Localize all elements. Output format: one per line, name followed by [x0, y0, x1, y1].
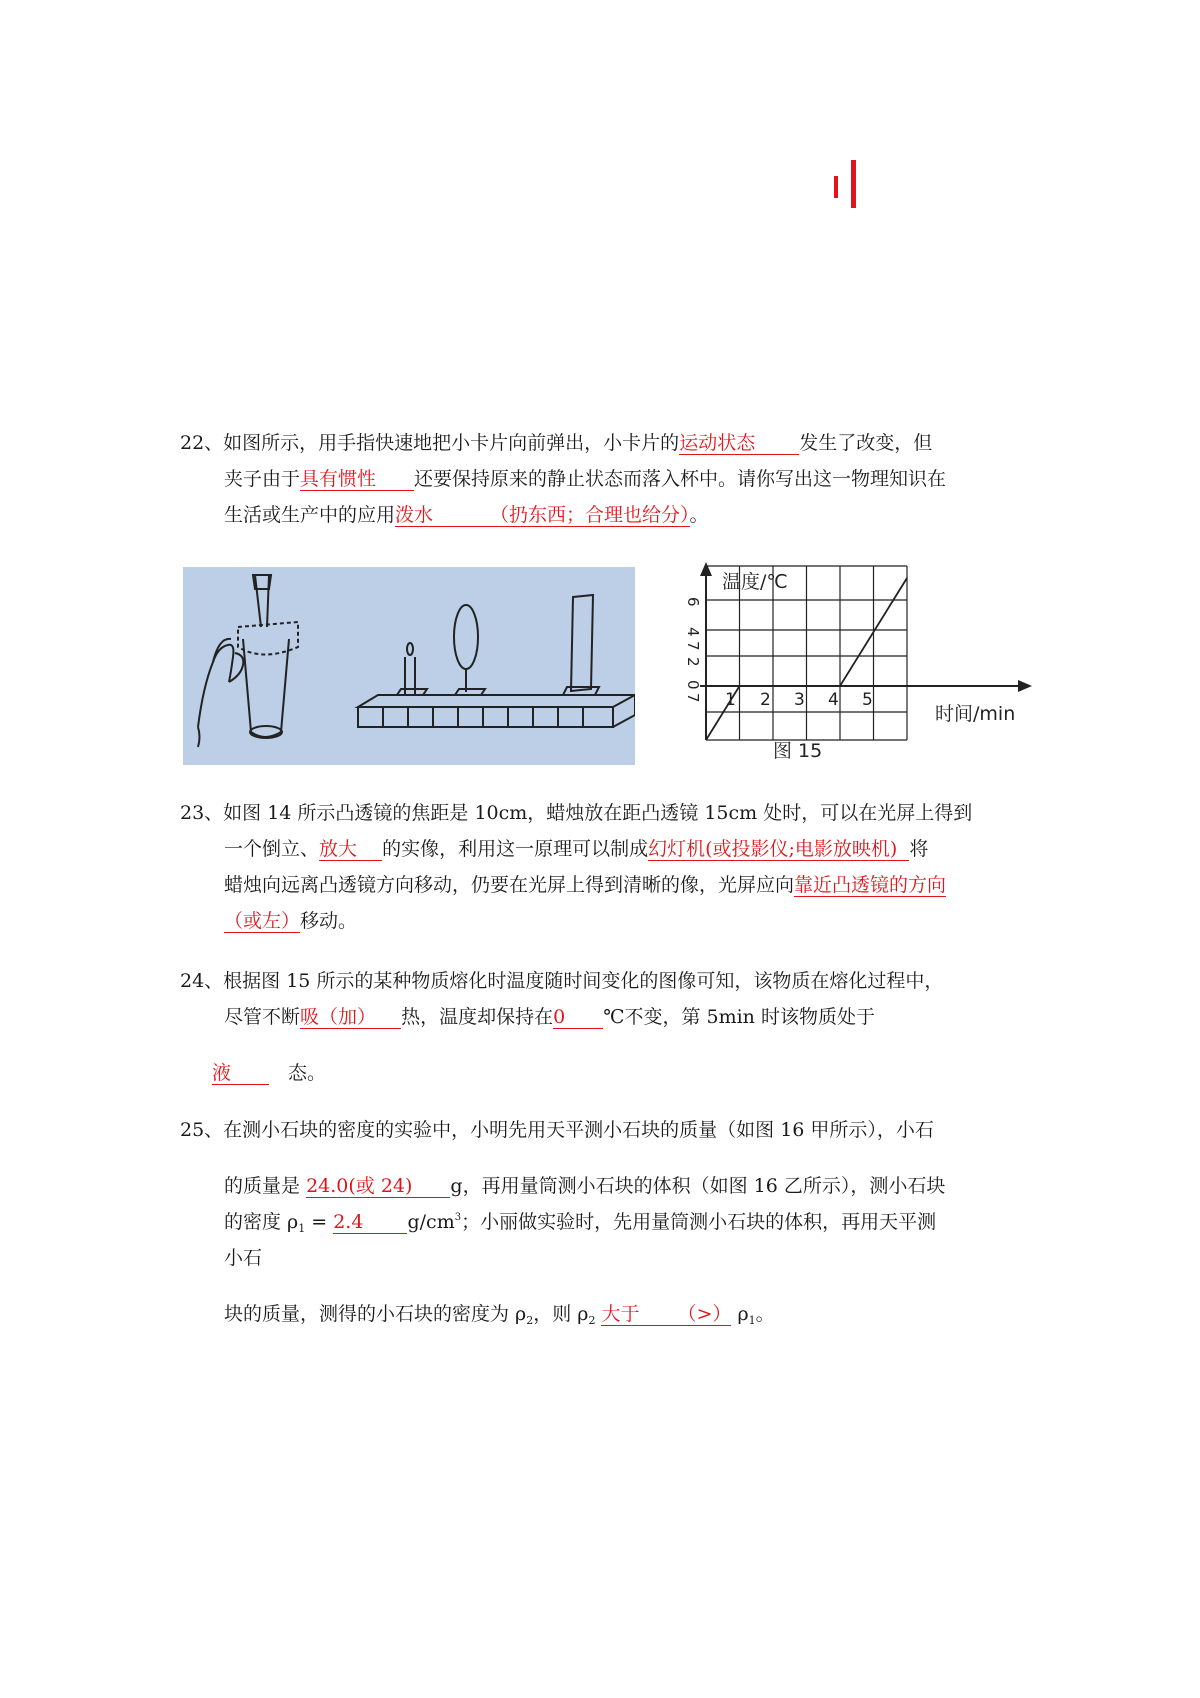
- q23-text: 移动。: [300, 910, 358, 932]
- q25-answer-1: 24.0(或 24): [306, 1175, 450, 1198]
- q25-answer-3: 大于 （>）: [601, 1303, 732, 1325]
- x-axis-arrow: [1018, 680, 1032, 692]
- q23-text: 23、如图 14 所示凸透镜的焦距是 10cm，蜡烛放在距凸透镜 15cm 处时，可以在光屏上得到: [180, 802, 973, 824]
- y-tick-label-6: 6: [684, 597, 702, 607]
- y-tick-label-0: 0: [684, 680, 702, 690]
- figure-caption: 图 15: [773, 740, 823, 762]
- y-tick-side-mark: 7: [684, 693, 702, 703]
- q22-text: 22、如图所示，用手指快速地把小卡片向前弹出，小卡片的: [180, 432, 680, 454]
- q24-answer-2: 0: [553, 1006, 603, 1029]
- y-tick-label-2: 2: [684, 657, 702, 667]
- q25-answer-2: 2.4: [333, 1211, 407, 1234]
- x-tick-label-2: 2: [760, 690, 771, 710]
- y-tick-label-4: 4: [684, 627, 702, 637]
- q22-answer-1: 运动状态: [679, 432, 799, 455]
- q23-answer-3: 靠近凸透镜的方向: [794, 874, 947, 896]
- q22-text: 。: [689, 504, 709, 526]
- q24-text: ℃不变，第 5min 时该物质处于: [603, 1006, 875, 1028]
- figure-15-chart: [680, 560, 1040, 775]
- q24-text: 态。: [288, 1062, 327, 1084]
- q23-answer-3-cont: （或左）: [224, 910, 301, 932]
- q25-subscript: 2: [526, 1314, 534, 1327]
- q22-answer-2: 具有惯性: [300, 468, 414, 491]
- q22-text: 发生了改变，但: [799, 432, 933, 454]
- q23-text: 一个倒立、: [224, 838, 320, 860]
- experiment-illustration: [183, 567, 635, 765]
- q24-answer-3: 液: [212, 1062, 269, 1085]
- q25-text: 的密度 ρ: [224, 1211, 299, 1233]
- q25-text: ρ: [737, 1303, 749, 1325]
- q25-text: ，则 ρ: [533, 1303, 589, 1325]
- x-tick-label-4: 4: [828, 690, 839, 710]
- q25-text: 的质量是: [224, 1175, 301, 1197]
- y-axis-arrow: [700, 562, 712, 576]
- q25-subscript: 2: [588, 1314, 596, 1327]
- header-mark-right: [851, 160, 856, 208]
- q24-answer-1: 吸（加）: [300, 1006, 401, 1029]
- q23-answer-1: 放大: [319, 838, 382, 861]
- q25-text: g/cm: [407, 1211, 455, 1233]
- q23-text: 的实像，利用这一原理可以制成: [382, 838, 649, 860]
- x-tick-label-1: 1: [725, 690, 736, 710]
- q24-text: 尽管不断: [224, 1006, 301, 1028]
- header-mark-left: [834, 176, 838, 198]
- q25-text: 。: [755, 1303, 775, 1325]
- q25-text: g，再用量筒测小石块的体积（如图 16 乙所示），测小石块: [450, 1175, 946, 1197]
- x-axis-label: 时间/min: [935, 703, 1016, 725]
- q22-answer-3: 泼水 （扔东西；合理也给分）: [395, 504, 690, 526]
- q22-text: 生活或生产中的应用: [224, 504, 396, 526]
- experiment-photo: [183, 567, 635, 765]
- q25-superscript: 3: [454, 1212, 462, 1223]
- q22-text: 夹子由于: [224, 468, 301, 490]
- q24-text: 24、根据图 15 所示的某种物质熔化时温度随时间变化的图像可知，该物质在熔化过程中，: [180, 970, 944, 992]
- x-tick-label-5: 5: [862, 690, 873, 710]
- q25-text: 25、在测小石块的密度的实验中，小明先用天平测小石块的质量（如图 16 甲所示），小石: [180, 1119, 934, 1141]
- q23-text: 将: [909, 838, 929, 860]
- melting-chart-svg: [680, 560, 1040, 775]
- q25-text: ；小丽做实验时，先用量筒测小石块的体积，再用天平测: [461, 1211, 937, 1233]
- q25-subscript: 1: [298, 1222, 306, 1235]
- q24-text: 热，温度却保持在: [401, 1006, 554, 1028]
- y-tick-side-mark: 7: [684, 641, 702, 651]
- q25-subscript: 1: [748, 1314, 756, 1327]
- x-tick-label-3: 3: [794, 690, 805, 710]
- q25-text: 小石: [224, 1247, 263, 1269]
- q25-text: 块的质量，测得的小石块的密度为 ρ: [224, 1303, 527, 1325]
- q23-text: 蜡烛向远离凸透镜方向移动，仍要在光屏上得到清晰的像，光屏应向: [224, 874, 795, 896]
- q25-text: =: [305, 1211, 334, 1233]
- y-axis-label: 温度/℃: [722, 571, 788, 593]
- q23-answer-2: 幻灯机(或投影仪;电影放映机): [648, 838, 909, 861]
- q22-text: 还要保持原来的静止状态而落入杯中。请你写出这一物理知识在: [414, 468, 947, 490]
